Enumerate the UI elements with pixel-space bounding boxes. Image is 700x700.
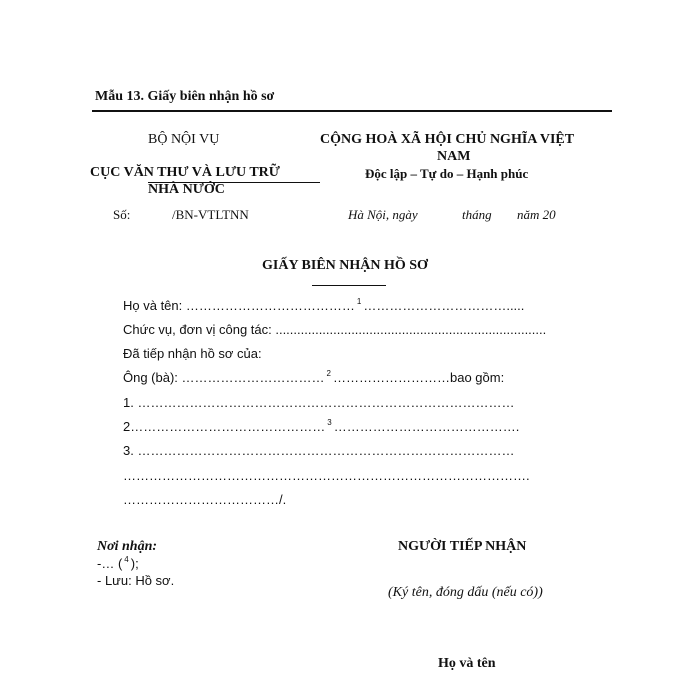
agency-name-line2: NHÀ NƯỚC (148, 182, 225, 197)
document-title: GIẤY BIÊN NHẬN HỒ SƠ (262, 258, 428, 273)
signature-note: (Ký tên, đóng dấu (nếu có)) (388, 585, 543, 600)
document-item-extra: …………………………………………………………………………………. (123, 468, 530, 483)
document-title-underline (312, 285, 386, 286)
receiver-title: NGƯỜI TIẾP NHẬN (398, 539, 527, 554)
recipient-1-end: ); (130, 556, 139, 571)
document-item-2-field: 2……………………………………… (123, 419, 326, 434)
document-item-end: ………………………………/. (123, 492, 287, 507)
agency-name-line1: CỤC VĂN THƯ VÀ LƯU TRỮ (90, 165, 280, 180)
position-line: Chức vụ, đơn vị công tác: ........................................................................... (123, 322, 547, 337)
document-item-1: 1. …………………………………………………………………………… (123, 395, 515, 410)
footnote-4: 4 (124, 555, 129, 564)
motto: Độc lập – Tự do – Hạnh phúc (365, 166, 529, 181)
applicant-field: Ông (bà): …………………………… (123, 370, 325, 385)
document-item-2 (123, 419, 519, 434)
includes-label: bao gồm: (449, 370, 505, 385)
date-month: tháng (462, 207, 492, 222)
number-label: Số: (113, 207, 131, 222)
applicant-line (123, 370, 504, 385)
full-name-line (123, 298, 524, 313)
footnote-1: 1 (356, 297, 362, 306)
recipient-1-text: -… ( (97, 556, 123, 571)
recipient-2: - Lưu: Hồ sơ. (97, 573, 175, 588)
received-from-line: Đã tiếp nhận hồ sơ của: (123, 346, 262, 361)
top-divider (92, 110, 612, 112)
recipients-label: Nơi nhận: (97, 539, 158, 554)
full-name-field: Họ và tên: ………………………………… (123, 298, 355, 313)
recipient-1 (97, 556, 139, 571)
footnote-2: 2 (326, 369, 331, 378)
receiver-name-label: Họ và tên (438, 656, 496, 671)
number-code: /BN-VTLTNN (172, 207, 249, 222)
national-title-line2: NAM (437, 149, 471, 164)
document-item-2-field-cont: ……………………………………. (333, 419, 520, 434)
form-title: Mẫu 13. Giấy biên nhận hồ sơ (95, 89, 275, 104)
full-name-field-cont: ……………………………..... (363, 298, 525, 313)
date-place: Hà Nội, ngày (348, 207, 418, 222)
applicant-field-cont: ……………………… (332, 370, 450, 385)
national-title-line1: CỘNG HOÀ XÃ HỘI CHỦ NGHĨA VIỆT (320, 132, 575, 147)
date-year: năm 20 (517, 207, 556, 222)
ministry-name: BỘ NỘI VỤ (148, 132, 220, 147)
document-item-3: 3. …………………………………………………………………………… (123, 443, 515, 458)
footnote-3: 3 (327, 418, 332, 427)
